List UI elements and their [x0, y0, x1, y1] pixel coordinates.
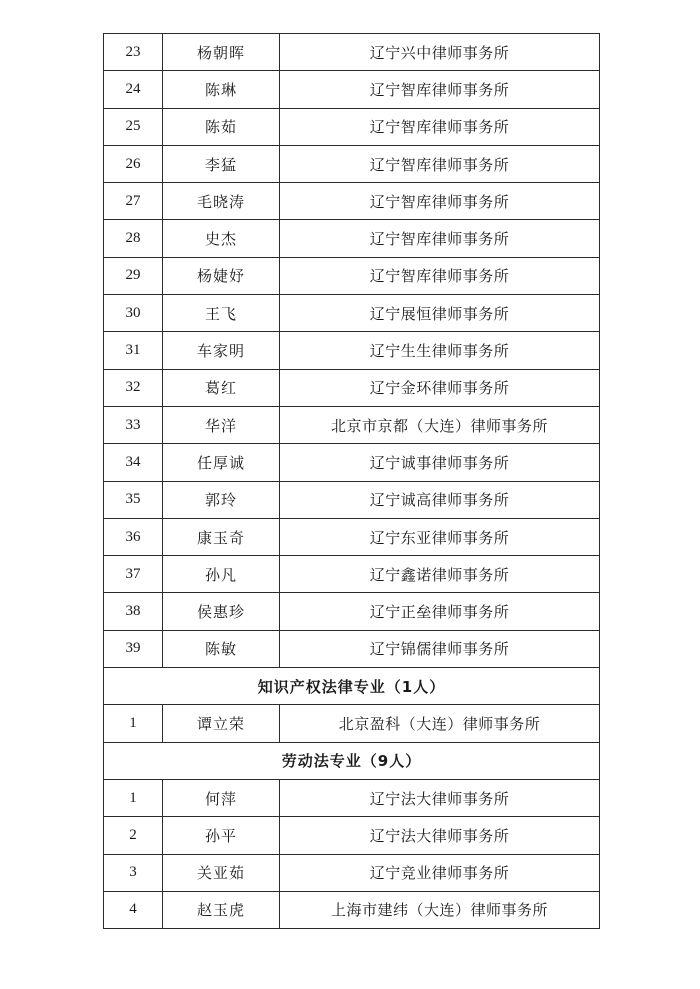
law-firm-name: 辽宁锦儒律师事务所 [280, 630, 600, 667]
law-firm-name: 辽宁展恒律师事务所 [280, 295, 600, 332]
table-row [104, 295, 600, 332]
law-firm-name: 辽宁竞业律师事务所 [280, 854, 600, 891]
lawyer-name: 华洋 [163, 406, 280, 443]
law-firm-name: 辽宁金环律师事务所 [280, 369, 600, 406]
row-number: 35 [104, 481, 163, 518]
table-row [104, 145, 600, 182]
law-firm-name: 辽宁生生律师事务所 [280, 332, 600, 369]
table-row [104, 817, 600, 854]
row-number: 37 [104, 556, 163, 593]
row-number: 36 [104, 518, 163, 555]
lawyer-name: 康玉奇 [163, 518, 280, 555]
law-firm-name: 辽宁智库律师事务所 [280, 108, 600, 145]
row-number: 33 [104, 406, 163, 443]
lawyer-name: 杨婕妤 [163, 257, 280, 294]
row-number: 3 [104, 854, 163, 891]
row-number: 30 [104, 295, 163, 332]
lawyer-name: 孙凡 [163, 556, 280, 593]
law-firm-name: 辽宁正垒律师事务所 [280, 593, 600, 630]
lawyer-name: 李猛 [163, 145, 280, 182]
section-title: 知识产权法律专业（1人） [104, 668, 600, 705]
table-row [104, 406, 600, 443]
lawyer-name: 葛红 [163, 369, 280, 406]
row-number: 28 [104, 220, 163, 257]
lawyer-name: 关亚茹 [163, 854, 280, 891]
law-firm-name: 辽宁鑫诺律师事务所 [280, 556, 600, 593]
lawyer-name: 何萍 [163, 779, 280, 816]
table-row [104, 220, 600, 257]
table-row [104, 779, 600, 816]
row-number: 25 [104, 108, 163, 145]
law-firm-name: 辽宁诚高律师事务所 [280, 481, 600, 518]
law-firm-name: 辽宁智库律师事务所 [280, 145, 600, 182]
lawyer-name: 陈敏 [163, 630, 280, 667]
law-firm-name: 辽宁智库律师事务所 [280, 257, 600, 294]
lawyer-name: 杨朝晖 [163, 34, 280, 71]
lawyer-name: 陈琳 [163, 71, 280, 108]
row-number: 27 [104, 183, 163, 220]
section-header-row [104, 668, 600, 705]
section-header-row [104, 742, 600, 779]
law-firm-name: 辽宁东亚律师事务所 [280, 518, 600, 555]
row-number: 31 [104, 332, 163, 369]
row-number: 38 [104, 593, 163, 630]
row-number: 1 [104, 705, 163, 742]
table-row [104, 183, 600, 220]
table-row [104, 34, 600, 71]
table-row [104, 369, 600, 406]
row-number: 39 [104, 630, 163, 667]
row-number: 34 [104, 444, 163, 481]
lawyer-name: 车家明 [163, 332, 280, 369]
row-number: 24 [104, 71, 163, 108]
law-firm-name: 辽宁智库律师事务所 [280, 183, 600, 220]
table-row [104, 444, 600, 481]
table-row [104, 481, 600, 518]
table-row [104, 593, 600, 630]
law-firm-name: 上海市建纬（大连）律师事务所 [280, 891, 600, 928]
table-row [104, 518, 600, 555]
law-firm-name: 辽宁法大律师事务所 [280, 817, 600, 854]
row-number: 2 [104, 817, 163, 854]
law-firm-name: 辽宁法大律师事务所 [280, 779, 600, 816]
lawyer-name: 赵玉虎 [163, 891, 280, 928]
roster-body [104, 34, 600, 929]
lawyer-name: 陈茹 [163, 108, 280, 145]
law-firm-name: 辽宁诚事律师事务所 [280, 444, 600, 481]
law-firm-name: 北京市京都（大连）律师事务所 [280, 406, 600, 443]
row-number: 26 [104, 145, 163, 182]
law-firm-name: 辽宁兴中律师事务所 [280, 34, 600, 71]
table-row [104, 257, 600, 294]
law-firm-name: 辽宁智库律师事务所 [280, 220, 600, 257]
lawyer-name: 谭立荣 [163, 705, 280, 742]
table-row [104, 108, 600, 145]
table-row [104, 854, 600, 891]
row-number: 1 [104, 779, 163, 816]
table-row [104, 891, 600, 928]
lawyer-name: 孙平 [163, 817, 280, 854]
table-row [104, 556, 600, 593]
row-number: 32 [104, 369, 163, 406]
row-number: 29 [104, 257, 163, 294]
lawyer-name: 王飞 [163, 295, 280, 332]
table-row [104, 630, 600, 667]
table-row [104, 705, 600, 742]
law-firm-name: 辽宁智库律师事务所 [280, 71, 600, 108]
row-number: 23 [104, 34, 163, 71]
row-number: 4 [104, 891, 163, 928]
lawyer-roster-table [103, 33, 600, 929]
lawyer-name: 毛晓涛 [163, 183, 280, 220]
lawyer-name: 郭玲 [163, 481, 280, 518]
table-row [104, 71, 600, 108]
table-row [104, 332, 600, 369]
law-firm-name: 北京盈科（大连）律师事务所 [280, 705, 600, 742]
section-title: 劳动法专业（9人） [104, 742, 600, 779]
lawyer-name: 任厚诚 [163, 444, 280, 481]
lawyer-name: 史杰 [163, 220, 280, 257]
lawyer-name: 侯惠珍 [163, 593, 280, 630]
